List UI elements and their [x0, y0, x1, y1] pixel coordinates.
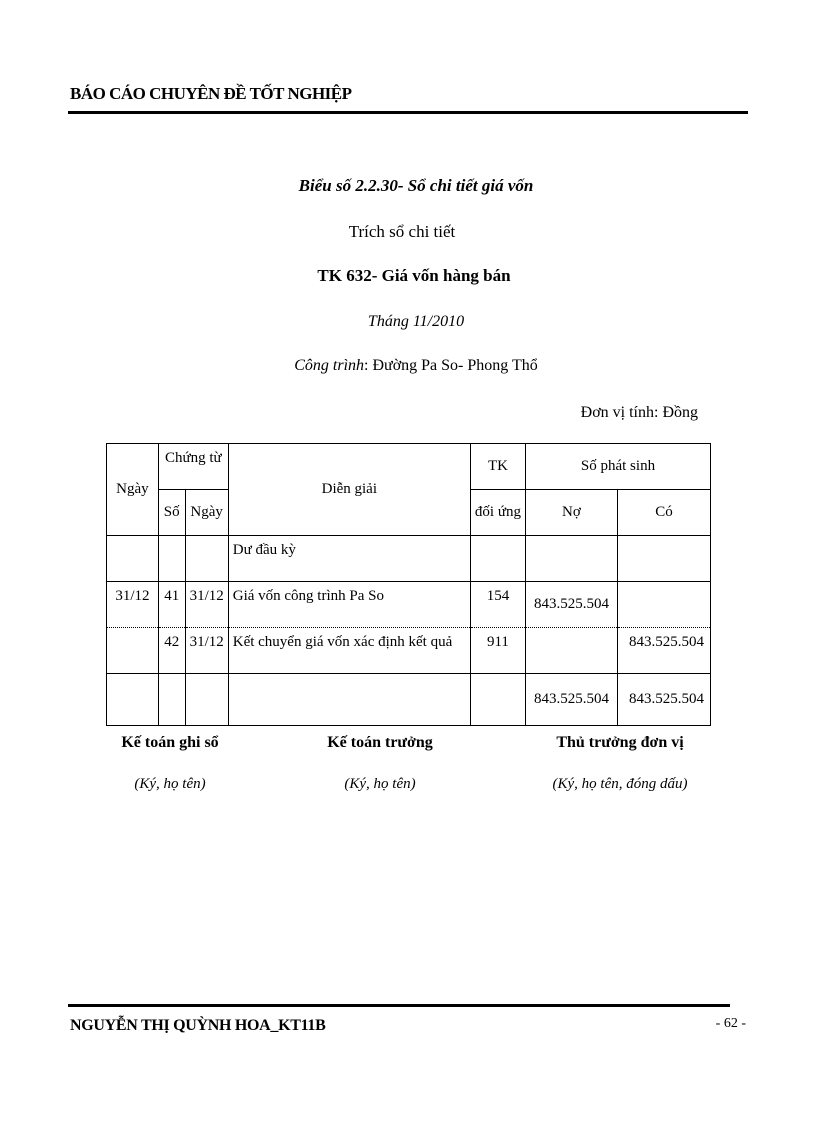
- total-debit: 843.525.504: [525, 674, 617, 726]
- row-voucher-date: 31/12: [185, 628, 228, 674]
- row-description: Kết chuyển giá vốn xác định kết quả: [228, 628, 470, 674]
- ledger-table: [106, 443, 711, 726]
- header-voucher-no: Số: [158, 490, 185, 536]
- opening-balance-row: [107, 536, 711, 582]
- document-subtitle: Trích sổ chi tiết: [348, 222, 456, 241]
- signature-unit-head: [530, 734, 710, 793]
- row-debit: 843.525.504: [525, 582, 617, 628]
- signature-chief-accountant: [300, 734, 460, 793]
- signature-note: (Ký, họ tên): [134, 776, 206, 792]
- report-header-title: BÁO CÁO CHUYÊN ĐỀ TỐT NGHIỆP: [70, 84, 352, 103]
- row-voucher-no: 42: [158, 628, 185, 674]
- header-credit: Có: [617, 490, 710, 536]
- row-voucher-date: 31/12: [185, 582, 228, 628]
- row-credit: [617, 582, 710, 628]
- header-tk: TK: [470, 444, 525, 490]
- table-row: [107, 582, 711, 628]
- header-date: Ngày: [107, 444, 159, 536]
- footer-author: NGUYỄN THỊ QUỲNH HOA_KT11B: [70, 1017, 326, 1034]
- project-label: Công trình: [294, 357, 365, 374]
- row-voucher-no: 41: [158, 582, 185, 628]
- signature-note: (Ký, họ tên): [344, 776, 416, 792]
- header-debit: Nợ: [525, 490, 617, 536]
- row-credit: 843.525.504: [617, 628, 710, 674]
- row-tk: 911: [470, 628, 525, 674]
- page-number: - 62 -: [715, 1016, 746, 1031]
- row-description: Giá vốn công trình Pa So: [228, 582, 470, 628]
- totals-row: [107, 674, 711, 726]
- project-value: : Đường Pa So- Phong Thổ: [364, 357, 538, 374]
- table-row: [107, 628, 711, 674]
- header-description: Diễn giải: [228, 444, 470, 536]
- signature-role: Thủ trưởng đơn vị: [556, 734, 684, 751]
- row-tk: 154: [470, 582, 525, 628]
- form-number: Biểu số 2.2.30- Sổ chi tiết giá vốn: [298, 176, 534, 195]
- table-header-row: [107, 444, 711, 490]
- currency-unit: Đơn vị tính: Đồng: [580, 404, 698, 421]
- header-amount: Số phát sinh: [525, 444, 710, 490]
- account-title: TK 632- Giá vốn hàng bán: [317, 266, 511, 285]
- total-credit: 843.525.504: [617, 674, 710, 726]
- signature-role: Kế toán ghi sổ: [121, 734, 219, 751]
- signature-bookkeeper: [100, 734, 240, 793]
- period-month: Tháng 11/2010: [367, 313, 465, 330]
- row-debit: [525, 628, 617, 674]
- signature-note: (Ký, họ tên, đóng dấu): [552, 776, 688, 792]
- header-tk-sub: đối ứng: [470, 490, 525, 536]
- footer-divider: [68, 1004, 730, 1007]
- header-voucher: Chứng từ: [158, 444, 228, 490]
- signature-role: Kế toán trưởng: [327, 734, 433, 751]
- row-date: 31/12: [107, 582, 159, 628]
- header-divider: [68, 111, 748, 114]
- project-line: [8, 357, 816, 375]
- row-date: [107, 628, 159, 674]
- opening-description: Dư đầu kỳ: [228, 536, 470, 582]
- header-voucher-date: Ngày: [185, 490, 228, 536]
